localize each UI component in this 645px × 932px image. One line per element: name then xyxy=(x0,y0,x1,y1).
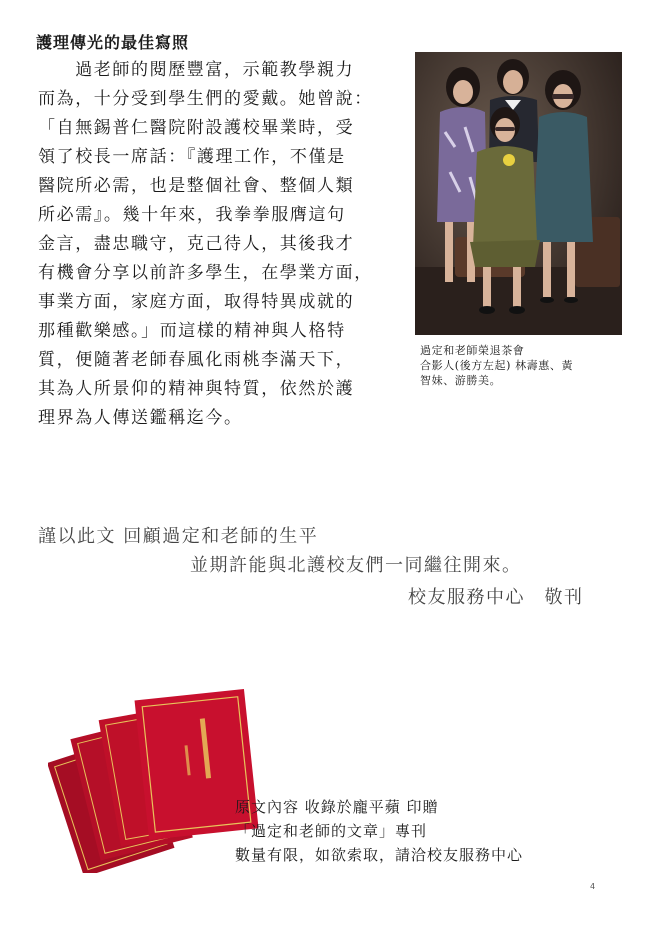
article-body xyxy=(38,56,400,433)
body-line: 過老師的閱歷豐富，示範教學親力 xyxy=(38,60,355,80)
body-line: 理界為人傳送鑑稱迄今。 xyxy=(38,408,243,428)
caption-line: 過定和老師榮退茶會 xyxy=(420,344,525,357)
body-line: 那種歡樂感。」而這樣的精神與人格特 xyxy=(38,321,346,341)
photo-caption xyxy=(420,343,630,388)
pubnote-line: 原文內容 收錄於龐平蘋 印贈 xyxy=(235,798,439,816)
dedication-line-2: 並期許能與北護校友們一同繼往開來。 xyxy=(190,555,522,576)
caption-line: 合影人(後方左起) 林壽惠、黃 xyxy=(420,359,574,372)
dedication-signature: 校友服務中心 敬刊 xyxy=(408,587,584,608)
body-line: 「自無錫普仁醫院附設護校畢業時，受 xyxy=(38,118,355,138)
body-line: 事業方面，家庭方面，取得特異成就的 xyxy=(38,292,355,312)
body-line: 醫院所必需，也是整個社會、整個人類 xyxy=(38,176,355,196)
section-heading: 護理傳光的最佳寫照 xyxy=(36,33,190,52)
body-line: 金言，盡忠職守，克己待人，其後我才 xyxy=(38,234,355,254)
body-line: 有機會分享以前許多學生，在學業方面， xyxy=(38,263,373,283)
dedication-line-1: 謹以此文 回顧過定和老師的生平 xyxy=(38,526,319,547)
body-line: 所必需』。幾十年來，我拳拳服膺這句 xyxy=(38,205,346,225)
pubnote-line: 數量有限，如欲索取，請洽校友服務中心 xyxy=(235,846,524,864)
caption-line: 智妹、游勝美。 xyxy=(420,374,502,387)
publication-note xyxy=(235,795,523,867)
body-line: 領了校長一席話：『護理工作，不僅是 xyxy=(38,147,346,167)
page-number: 4 xyxy=(590,882,596,891)
body-line: 其為人所景仰的精神與特質，依然於護 xyxy=(38,379,355,399)
retirement-group-photo xyxy=(415,52,622,335)
pubnote-line: 「過定和老師的文章」專刊 xyxy=(235,822,428,840)
body-line: 而為，十分受到學生們的愛戴。她曾說： xyxy=(38,89,373,109)
body-line: 質，便隨著老師春風化雨桃李滿天下， xyxy=(38,350,355,370)
